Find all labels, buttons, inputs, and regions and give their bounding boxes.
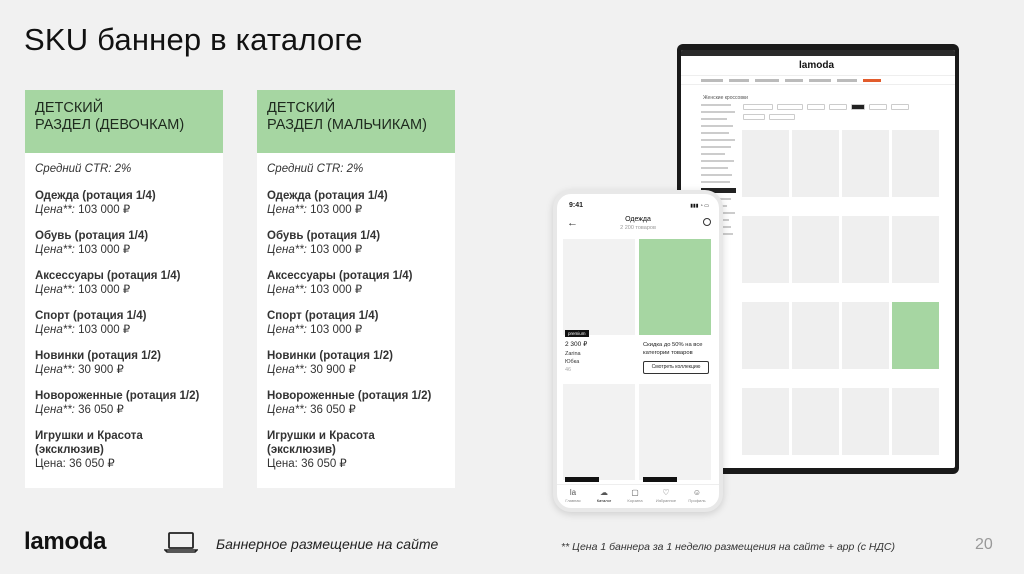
cart-icon: ▢ (631, 488, 639, 497)
price-label: Цена**: (267, 244, 307, 256)
slide-title: SKU баннер в каталоге (24, 22, 363, 57)
price-label: Цена**: (35, 324, 75, 336)
item-name: Спорт (ротация 1/4) (267, 310, 379, 322)
product-badge-strip (565, 477, 599, 482)
ctr-text: Средний CTR: 2% (35, 163, 132, 175)
price-value: 30 900 ₽ (78, 364, 124, 376)
search-icon[interactable] (703, 218, 711, 226)
product-tile (792, 302, 839, 369)
card-boys (257, 90, 455, 488)
product-tile (842, 388, 889, 455)
list-item (267, 389, 445, 417)
card-heading-line1: ДЕТСКИЙ (35, 100, 104, 116)
price-label: Цена: (267, 458, 298, 470)
laptop-icon (164, 531, 198, 553)
list-item (35, 269, 213, 297)
phone-status-icons: ▮▮▮ ◔ ▭ (690, 203, 709, 209)
product-tile (892, 388, 939, 455)
product-tile (742, 130, 789, 197)
price-label: Цена**: (35, 244, 75, 256)
price-value: 36 050 ₽ (301, 458, 347, 470)
product-tile (842, 216, 889, 283)
list-item (35, 349, 213, 377)
product-type: Юбка (565, 359, 580, 365)
price-value: 103 000 ₽ (310, 244, 363, 256)
item-name: Новинки (ротация 1/2) (35, 350, 161, 362)
price-value: 103 000 ₽ (310, 204, 363, 216)
list-item (267, 229, 445, 257)
product-size: 46 (565, 367, 572, 373)
home-icon: la (569, 488, 577, 497)
product-image[interactable] (639, 384, 711, 480)
product-tile (792, 388, 839, 455)
view-collection-button[interactable]: Смотреть коллекцию (643, 361, 709, 374)
price-label: Цена**: (267, 284, 307, 296)
price-label: Цена**: (267, 364, 307, 376)
desktop-nav (681, 76, 955, 85)
item-name: Одежда (ротация 1/4) (35, 190, 156, 202)
back-arrow-icon[interactable]: ← (567, 217, 578, 229)
price-value: 30 900 ₽ (310, 364, 356, 376)
list-item (267, 269, 445, 297)
tab-cart[interactable]: ▢ Корзина (621, 488, 649, 503)
card-heading-line2: РАЗДЕЛ (МАЛЬЧИКАМ) (267, 117, 427, 133)
premium-badge: premium (565, 330, 589, 337)
ctr-text: Средний CTR: 2% (267, 163, 364, 175)
item-name: Новороженные (ротация 1/2) (35, 390, 200, 402)
price-label: Цена**: (35, 404, 75, 416)
card-heading (25, 90, 223, 153)
price-value: 103 000 ₽ (310, 324, 363, 336)
product-tile (892, 130, 939, 197)
product-badge-strip (643, 477, 677, 482)
tab-catalog[interactable]: ☁ Каталог (590, 488, 618, 503)
phone-subtitle: 2 200 товаров (620, 225, 656, 231)
phone-time: 9:41 (569, 202, 584, 209)
list-item (35, 309, 213, 337)
card-heading-line2: РАЗДЕЛ (ДЕВОЧКАМ) (35, 117, 185, 133)
heart-icon: ♡ (662, 488, 670, 497)
sku-banner[interactable] (639, 239, 711, 335)
desktop-header (681, 56, 955, 76)
item-name: Обувь (ротация 1/4) (267, 230, 381, 242)
price-value: 103 000 ₽ (78, 284, 131, 296)
item-name: Обувь (ротация 1/4) (35, 230, 149, 242)
price-label: Цена**: (267, 404, 307, 416)
profile-icon: ☺ (692, 488, 702, 497)
price-value: 103 000 ₽ (78, 324, 131, 336)
price-value: 103 000 ₽ (78, 204, 131, 216)
list-item (35, 229, 213, 257)
price-value: 103 000 ₽ (310, 284, 363, 296)
price-label: Цена**: (267, 324, 307, 336)
item-name: Аксессуары (ротация 1/4) (267, 270, 413, 282)
list-item (267, 349, 445, 377)
item-name: Игрушки и Красота (эксклюзив) (35, 430, 143, 456)
price-label: Цена**: (35, 204, 75, 216)
item-name: Спорт (ротация 1/4) (35, 310, 147, 322)
item-name: Новинки (ротация 1/2) (267, 350, 393, 362)
product-tile (842, 130, 889, 197)
phone-title: Одежда (625, 216, 651, 223)
item-name: Новороженные (ротация 1/2) (267, 390, 432, 402)
desktop-logo: lamoda (799, 60, 835, 71)
list-item (35, 189, 213, 217)
card-girls (25, 90, 223, 488)
desktop-filters (743, 104, 938, 124)
card-heading-line1: ДЕТСКИЙ (267, 100, 336, 116)
list-item (35, 429, 213, 471)
tab-profile[interactable]: ☺ Профиль (683, 488, 711, 503)
promo-text: Скидка до 50% на все категории товаров (643, 342, 703, 356)
list-item (35, 389, 213, 417)
price-label: Цена: (35, 458, 66, 470)
price-label: Цена**: (35, 364, 75, 376)
tab-home[interactable]: la Главная (559, 488, 587, 503)
item-name: Одежда (ротация 1/4) (267, 190, 388, 202)
catalog-icon: ☁ (600, 488, 608, 497)
product-image[interactable] (563, 239, 635, 335)
sku-banner-tile (892, 302, 939, 369)
product-tile (742, 216, 789, 283)
lamoda-logo: lamoda (24, 528, 107, 555)
product-price: 2 300 ₽ (565, 341, 588, 348)
price-value: 103 000 ₽ (78, 244, 131, 256)
product-tile (742, 302, 789, 369)
phone-tabbar (557, 484, 719, 508)
list-item (267, 309, 445, 337)
price-label: Цена**: (35, 284, 75, 296)
tab-favorites[interactable]: ♡ Избранное (652, 488, 680, 503)
product-tile (792, 130, 839, 197)
price-label: Цена**: (267, 204, 307, 216)
price-value: 36 050 ₽ (310, 404, 356, 416)
placement-text: Баннерное размещение на сайте (216, 536, 439, 552)
list-item (267, 429, 445, 471)
price-value: 36 050 ₽ (69, 458, 115, 470)
item-name: Аксессуары (ротация 1/4) (35, 270, 181, 282)
product-tile (892, 216, 939, 283)
product-tile (842, 302, 889, 369)
product-image[interactable] (563, 384, 635, 480)
page-number: 20 (975, 536, 993, 553)
item-name: Игрушки и Красота (эксклюзив) (267, 430, 375, 456)
phone-mockup (553, 190, 723, 512)
price-value: 36 050 ₽ (78, 404, 124, 416)
list-item (267, 189, 445, 217)
card-heading (257, 90, 455, 153)
price-footnote: ** Цена 1 баннера за 1 неделю размещения на сайте + app (с НДС) (561, 541, 895, 553)
desktop-breadcrumb: Женские кроссовки (703, 95, 748, 101)
product-tile (792, 216, 839, 283)
product-brand: Zarina (565, 351, 581, 357)
product-tile (742, 388, 789, 455)
